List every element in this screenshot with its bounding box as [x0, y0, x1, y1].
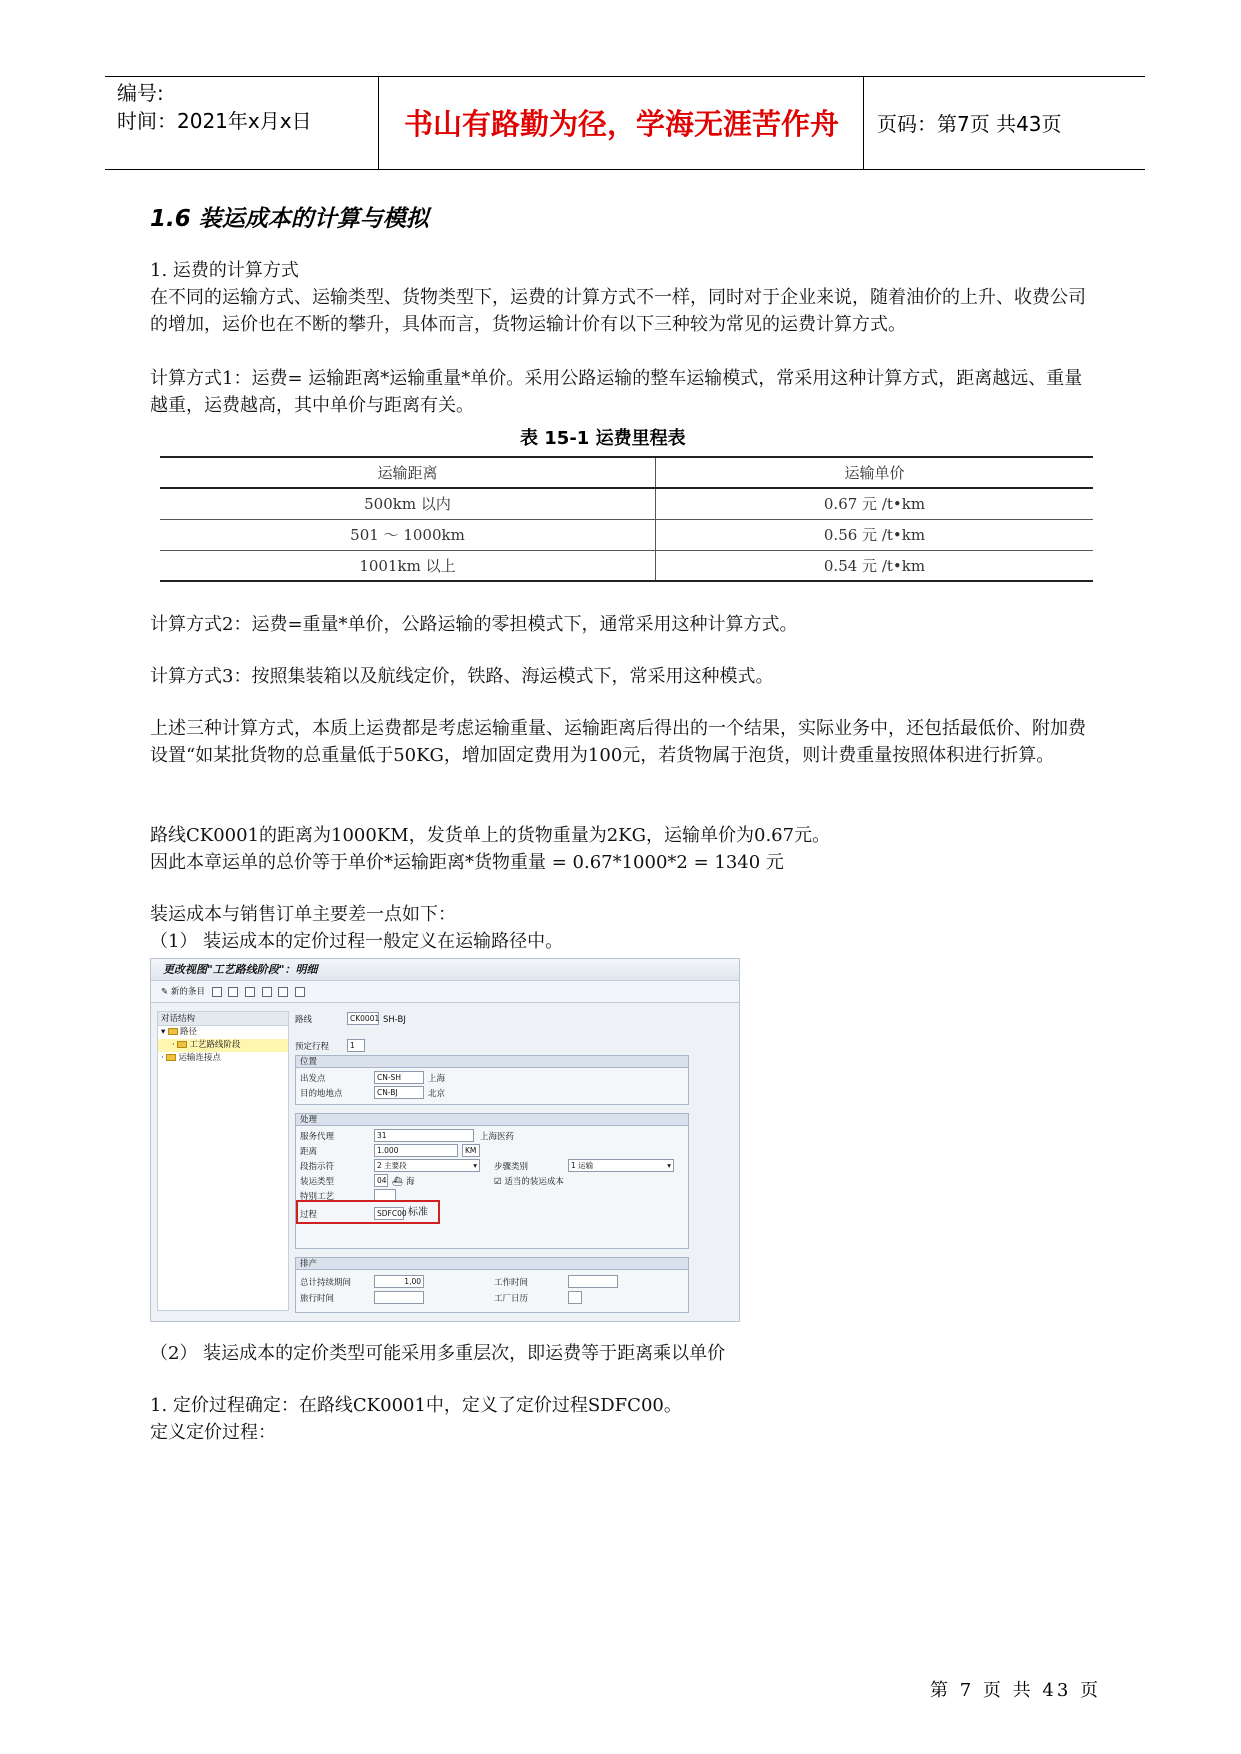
chevron-down-icon: ▾ [667, 1161, 671, 1170]
route-label: 路线 [295, 1015, 313, 1025]
folder-icon [168, 1028, 178, 1035]
service-agent-label: 服务代理 [300, 1132, 335, 1142]
shipping-cost-checkbox[interactable]: ☑ 适当的装运成本 [494, 1177, 564, 1187]
processing-group [295, 1113, 689, 1249]
table-header: 运输距离 [160, 457, 655, 488]
table-header: 运输单价 [655, 457, 1093, 488]
paragraph: 定义定价过程： [150, 1422, 276, 1443]
deselect-icon[interactable] [295, 987, 305, 997]
page-footer: 第 7 页 共 43 页 [930, 1680, 1101, 1701]
travel-time-label: 旅行时间 [300, 1294, 335, 1304]
header-page-info: 页码：第7页 共43页 [877, 112, 1062, 136]
table-caption: 表 15-1 运费里程表 [520, 428, 686, 449]
service-agent-description: 上海医药 [480, 1132, 515, 1142]
dialog-structure-tree [157, 1011, 289, 1311]
highlight-box [296, 1200, 440, 1224]
shipping-type-description: 海 [406, 1177, 415, 1187]
destination-label: 目的地地点 [300, 1089, 343, 1099]
chevron-down-icon: ▾ [473, 1161, 477, 1170]
procedure-field[interactable]: SDFC00 [374, 1207, 404, 1220]
tree-item-routing-stage[interactable]: · 工艺路线阶段 [158, 1039, 288, 1052]
factory-calendar-field[interactable] [568, 1291, 582, 1304]
group-header: 排产 [296, 1258, 688, 1270]
paragraph: 计算方式3：按照集装箱以及航线定价，铁路、海运模式下，常采用这种模式。 [150, 666, 774, 687]
work-time-label: 工作时间 [494, 1278, 529, 1288]
table-cell: 500km 以内 [160, 488, 655, 519]
planned-leg-label: 预定行程 [295, 1042, 330, 1052]
header-meta [117, 77, 379, 169]
paragraph: 因此本章运单的总价等于单价*运输距离*货物重量 = 0.67*1000*2 = 1340 元 [150, 852, 784, 873]
service-agent-field[interactable]: 31 [374, 1129, 474, 1142]
step-category-label: 步骤类别 [494, 1162, 529, 1172]
distance-field[interactable]: 1.000 [374, 1144, 458, 1157]
position-group [295, 1055, 689, 1105]
edit-icon[interactable]: ✎ [161, 987, 169, 997]
header-motto: 书山有路勤为径，学海无涯苦作舟 [380, 77, 864, 169]
shipping-type-label: 装运类型 [300, 1177, 335, 1187]
sap-toolbar [151, 981, 739, 1003]
paragraph: 1. 定价过程确定：在路线CK0001中，定义了定价过程SDFC00。 [150, 1395, 682, 1416]
paragraph: 上述三种计算方式，本质上运费都是考虑运输重量、运输距离后得出的一个结果，实际业务中，还包括最低价、附加费设置“如某批货物的总重量低于50KG，增加固定费用为100元，若货物属于泡货，则计费重量按照体积进行折算。 [150, 718, 1086, 766]
table-cell: 0.56 元 /t•km [655, 519, 1093, 550]
destination-field[interactable]: CN-BJ [374, 1086, 424, 1099]
detail-area [293, 1009, 737, 1319]
step-category-select[interactable]: 1 运输 ▾ [568, 1159, 674, 1172]
ship-icon: ⛴ [392, 1177, 403, 1187]
planned-leg-field[interactable]: 1 [347, 1039, 365, 1052]
departure-label: 出发点 [300, 1074, 326, 1084]
page-header [105, 76, 1145, 170]
table-cell: 501 ～ 1000km [160, 519, 655, 550]
select-all-icon[interactable] [262, 987, 272, 997]
special-process-label: 特别工艺 [300, 1192, 335, 1202]
route-description: SH-BJ [383, 1015, 406, 1025]
copy-icon[interactable] [212, 987, 222, 997]
undo-icon[interactable] [245, 987, 255, 997]
factory-calendar-label: 工厂日历 [494, 1294, 529, 1304]
table-cell: 1001km 以上 [160, 550, 655, 581]
table-cell: 0.54 元 /t•km [655, 550, 1093, 581]
paragraph: 路线CK0001的距离为1000KM，发货单上的货物重量为2KG，运输单价为0.67元。 [150, 825, 831, 846]
delete-icon[interactable] [228, 987, 238, 997]
table-cell: 0.67 元 /t•km [655, 488, 1093, 519]
paragraph: 计算方式1：运费= 运输距离*运输重量*单价。采用公路运输的整车运输模式，常采用这种计算方式，距离越远、重量越重，运费越高，其中单价与距离有关。 [150, 368, 1083, 416]
scheduling-group [295, 1257, 689, 1313]
route-field[interactable]: CK0001 [347, 1012, 379, 1025]
table-row [160, 519, 1093, 550]
tree-item-transport-connection[interactable]: · 运输连接点 [161, 1053, 221, 1063]
table-row [160, 550, 1093, 581]
table-row [160, 488, 1093, 519]
tree-header: 对话结构 [158, 1012, 288, 1026]
table-header-row [160, 457, 1093, 488]
paragraph: （2） 装运成本的定价类型可能采用多重层次，即运费等于距离乘以单价 [150, 1343, 726, 1364]
procedure-description: 标准 [408, 1207, 428, 1218]
leg-indicator-label: 段指示符 [300, 1162, 335, 1172]
sap-window-title: 更改视图"工艺路线阶段"：明细 [151, 959, 739, 981]
distance-unit-field[interactable]: KM [462, 1144, 480, 1157]
code-label: 编号: [117, 81, 164, 105]
folder-open-icon [177, 1041, 187, 1048]
freight-rate-table [160, 456, 1093, 582]
total-duration-label: 总计持续期间 [300, 1278, 352, 1288]
shipping-type-field[interactable]: 04 [374, 1174, 388, 1187]
section-title: 1.6 装运成本的计算与模拟 [150, 206, 429, 232]
select-block-icon[interactable] [278, 987, 288, 997]
time-label: 时间：2021年x月x日 [117, 109, 312, 133]
sap-screenshot [150, 958, 740, 1322]
group-header: 处理 [296, 1114, 688, 1126]
work-time-field[interactable] [568, 1275, 618, 1288]
travel-time-field[interactable] [374, 1291, 424, 1304]
paragraph: 装运成本与销售订单主要差一点如下： [150, 904, 456, 925]
new-entries-button[interactable]: 新的条目 [170, 987, 205, 997]
departure-field[interactable]: CN-SH [374, 1071, 424, 1084]
destination-description: 北京 [428, 1089, 446, 1099]
folder-icon [166, 1054, 176, 1061]
paragraph: （1） 装运成本的定价过程一般定义在运输路径中。 [150, 931, 564, 952]
departure-description: 上海 [428, 1074, 446, 1084]
group-header: 位置 [296, 1056, 688, 1068]
leg-indicator-select[interactable]: 2 主要段 ▾ [374, 1159, 480, 1172]
paragraph: 计算方式2：运费=重量*单价，公路运输的零担模式下，通常采用这种计算方式。 [150, 614, 798, 635]
total-duration-field[interactable]: 1,00 [374, 1275, 424, 1288]
paragraph: 1. 运费的计算方式 [150, 260, 299, 281]
procedure-label: 过程 [300, 1210, 318, 1220]
distance-label: 距离 [300, 1147, 318, 1157]
tree-item-route[interactable]: ▾ 路径 [161, 1027, 197, 1037]
paragraph: 在不同的运输方式、运输类型、货物类型下，运费的计算方式不一样，同时对于企业来说，随着油价的上升、收费公司的增加，运价也在不断的攀升，具体而言，货物运输计价有以下三种较为常见的运费计算方式。 [150, 287, 1086, 335]
